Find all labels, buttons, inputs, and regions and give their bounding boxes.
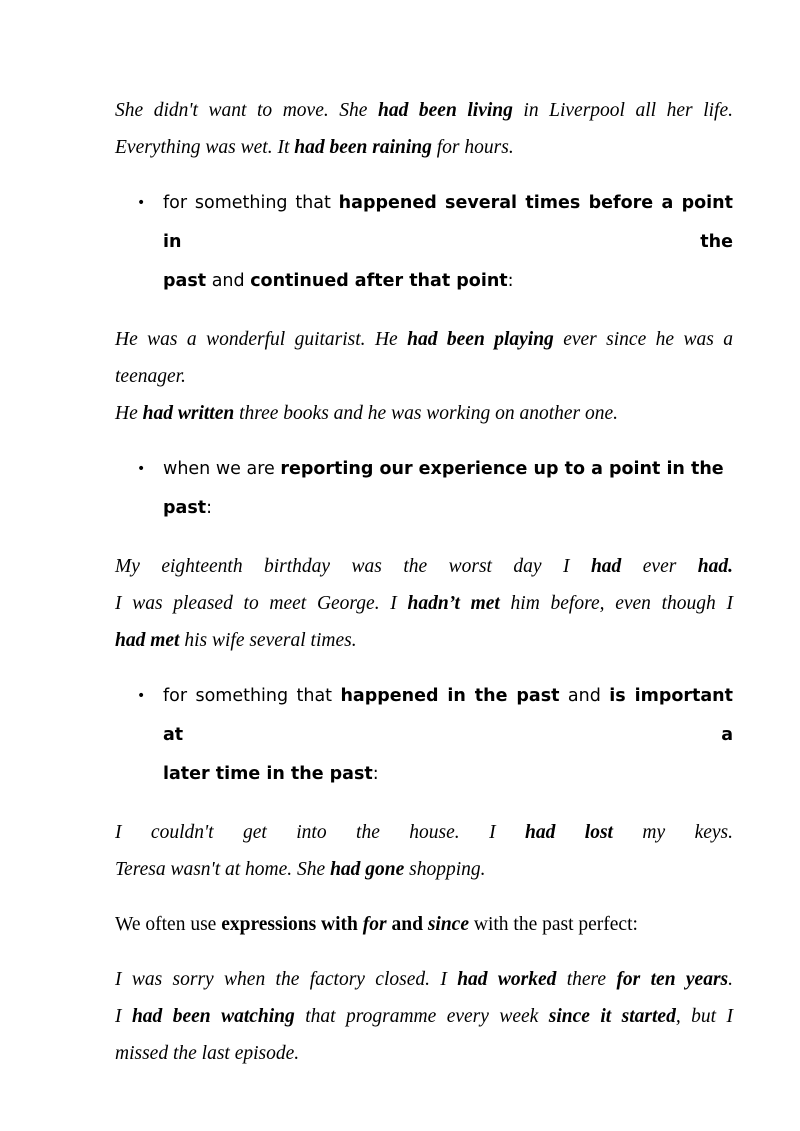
example-block-3 (115, 548, 733, 659)
bullet-line: later time in the past: (163, 764, 379, 784)
example-block-5 (115, 961, 733, 1072)
example-line: He was a wonderful guitarist. He had been playing ever since he was a (115, 329, 733, 350)
bullet-line: for something that happened several times before a point in the (163, 193, 733, 252)
bullet-item-2 (115, 450, 733, 528)
example-line: had met his wife several times. (115, 630, 357, 651)
example-line: She didn't want to move. She had been living in Liverpool all her life. (115, 100, 733, 121)
example-line: I was pleased to meet George. I hadn’t met him before, even though I (115, 593, 733, 614)
example-line: teenager. (115, 366, 186, 387)
example-line: missed the last episode. (115, 1043, 300, 1064)
bullet-line: when we are reporting our experience up to a point in the past: (163, 459, 724, 518)
example-line: Teresa wasn't at home. She had gone shopping. (115, 859, 486, 880)
example-line: I couldn't get into the house. I had lost my keys. (115, 822, 734, 843)
example-block-2 (115, 321, 733, 432)
example-line: My eighteenth birthday was the worst day I had ever had. (115, 556, 733, 577)
bullet-icon: • (137, 461, 146, 477)
example-line: I had been watching that programme every week since it started, but I (115, 1006, 733, 1027)
document-page (115, 92, 733, 1072)
explanation-paragraph: We often use expressions with for and since with the past perfect: (115, 914, 638, 935)
bullet-line: for something that happened in the past and is important at a (163, 686, 733, 745)
example-block-1 (115, 92, 733, 166)
bullet-icon: • (137, 195, 146, 211)
bullet-item-3 (115, 677, 733, 794)
example-block-4 (115, 814, 733, 888)
example-line: He had written three books and he was working on another one. (115, 403, 619, 424)
bullet-line: past and continued after that point: (163, 271, 514, 291)
example-line: I was sorry when the factory closed. I had worked there for ten years. (115, 969, 733, 990)
bullet-item-1 (115, 184, 733, 301)
example-line: Everything was wet. It had been raining for hours. (115, 137, 514, 158)
bullet-icon: • (137, 688, 146, 704)
